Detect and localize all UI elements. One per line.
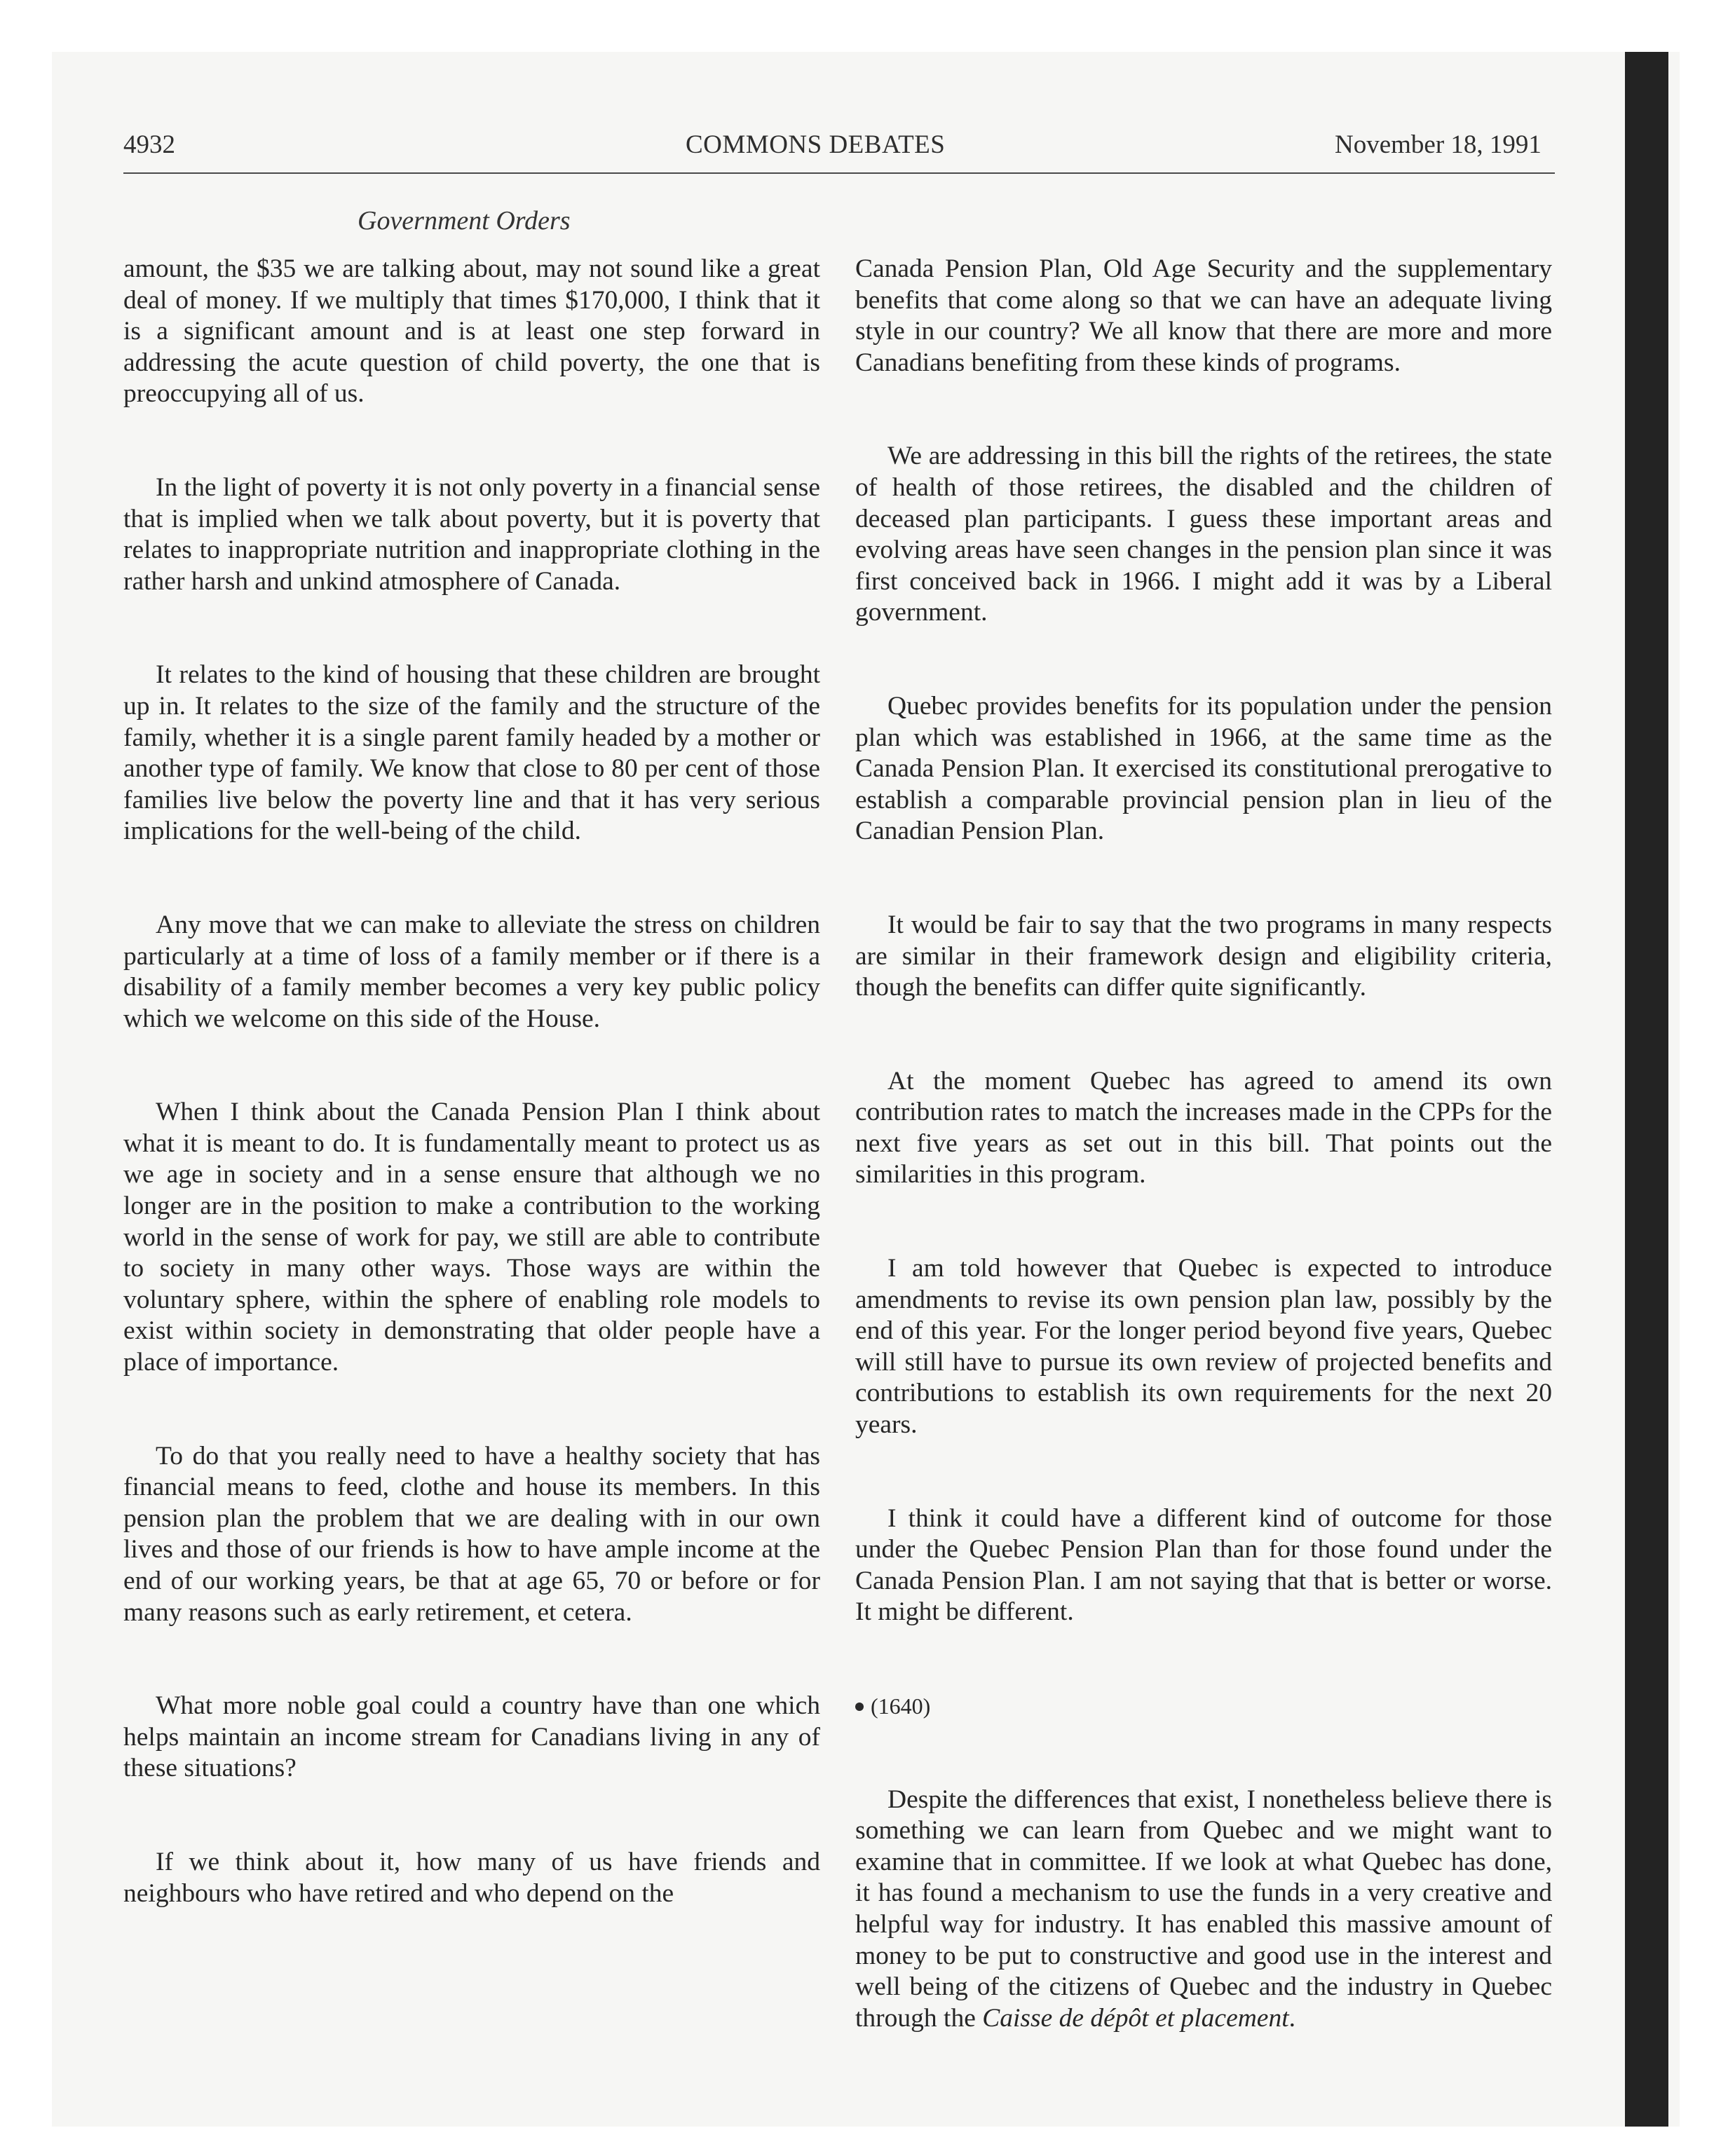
paragraph: I am told however that Quebec is expected to introduce amendments to revise its own pension plan law, possibly by the end of this year. For the longer period beyond five years, Quebec will still have to pursue its own review of projected benefits and contributions to establish its own requirements for the next 20 years. bbox=[855, 1254, 1552, 1440]
paragraph: Quebec provides benefits for its population under the pension plan which was established in 1966, at the same time as the Canada Pension Plan. It exercised its constitutional prerogative to establish a comparable provincial pension plan in lieu of the Canadian Pension Plan. bbox=[855, 691, 1552, 846]
page-number: 4932 bbox=[123, 130, 175, 159]
paragraph: What more noble goal could a country have than one which helps maintain an income stream for Canadians living in any of these situations? bbox=[123, 1691, 820, 1783]
paragraph: If we think about it, how many of us have friends and neighbours who have retired and who depend on the bbox=[123, 1847, 820, 1908]
section-title: Government Orders bbox=[358, 206, 571, 236]
paragraph: In the light of poverty it is not only poverty in a financial sense that is implied when we talk about poverty, but it is poverty that relates to inappropriate nutrition and inappropriate clothing in the rather harsh and unkind atmosphere of Canada. bbox=[123, 472, 820, 596]
left-column bbox=[123, 254, 820, 1972]
paragraph-text: Despite the differences that exist, I nonetheless believe there is something we can learn from Quebec and we might want to examine that in committee. If we look at what Quebec has done, it has found a mechanism to use the funds in a very creative and helpful way for industry. It has enabled this massive amount of money to be put to constructive and good use in the interest and well being of the citizens of Quebec and the industry in Quebec through the bbox=[855, 1785, 1552, 2033]
paragraph: Canada Pension Plan, Old Age Security and the supplementary benefits that come along so that we can have an adequate living style in our country? We all know that there are more and more Canadians benefiting from these kinds of programs. bbox=[855, 254, 1552, 377]
institution-name: Caisse de dépôt et placement bbox=[982, 2003, 1289, 2033]
header-rule bbox=[123, 172, 1555, 174]
paragraph: Any move that we can make to alleviate the stress on children particularly at a time of loss of a family member or if there is a disability of a family member becomes a very key public policy which we welcome on this side of the House. bbox=[123, 910, 820, 1033]
paragraph: To do that you really need to have a healthy society that has financial means to feed, clothe and house its members. In this pension plan the problem that we are dealing with in our own lives and those of our friends is how to have ample income at the end of our working years, be that at age 65, 70 or before or for many reasons such as early retirement, et cetera. bbox=[123, 1441, 820, 1627]
paragraph: It relates to the kind of housing that these children are brought up in. It relates to the size of the family and the structure of the family, whether it is a single parent family headed by a mother or another type of family. We know that close to 80 per cent of those families live below the poverty line and that it has very serious implications for the well-being of the child. bbox=[123, 660, 820, 846]
bullet-icon bbox=[855, 1703, 864, 1711]
publication-title: COMMONS DEBATES bbox=[686, 130, 946, 159]
right-column bbox=[855, 254, 1552, 2096]
scan-binding-edge bbox=[1625, 52, 1668, 2127]
paragraph-end: . bbox=[1288, 2003, 1295, 2033]
paragraph: I think it could have a different kind of outcome for those under the Quebec Pension Plan than for those found under the Canada Pension Plan. I am not saying that that is better or worse. It might be different. bbox=[855, 1503, 1552, 1627]
publication-date: November 18, 1991 bbox=[1335, 130, 1542, 159]
final-paragraph bbox=[855, 1785, 1552, 2035]
paragraph: amount, the $35 we are talking about, may not sound like a great deal of money. If we multiply that times $170,000, I think that it is a significant amount and is at least one step forward in addressing the acute question of child poverty, the one that is preoccupying all of us. bbox=[123, 254, 820, 409]
time-marker bbox=[855, 1691, 1552, 1722]
paragraph: At the moment Quebec has agreed to amend its own contribution rates to match the increases made in the CPPs for the next five years as set out in this bill. That points out the similarities in this program. bbox=[855, 1066, 1552, 1189]
paragraph: It would be fair to say that the two programs in many respects are similar in their framework design and eligibility criteria, though the benefits can differ quite significantly. bbox=[855, 910, 1552, 1002]
paragraph: When I think about the Canada Pension Plan I think about what it is meant to do. It is fundamentally meant to protect us as we age in society and in a sense ensure that although we no longer are in the position to make a contribution to the working world in the sense of work for pay, we still are able to contribute to society in many other ways. Those ways are within the voluntary sphere, within the sphere of enabling role models to exist within society in demonstrating that older people have a place of importance. bbox=[123, 1098, 820, 1377]
time-marker-label: (1640) bbox=[871, 1693, 931, 1719]
paragraph: We are addressing in this bill the rights of the retirees, the state of health of those retirees, the disabled and the children of deceased plan participants. I guess these important areas and evolving areas have seen changes in the pension plan since it was first conceived back in 1966. I might add it was by a Liberal government. bbox=[855, 442, 1552, 627]
